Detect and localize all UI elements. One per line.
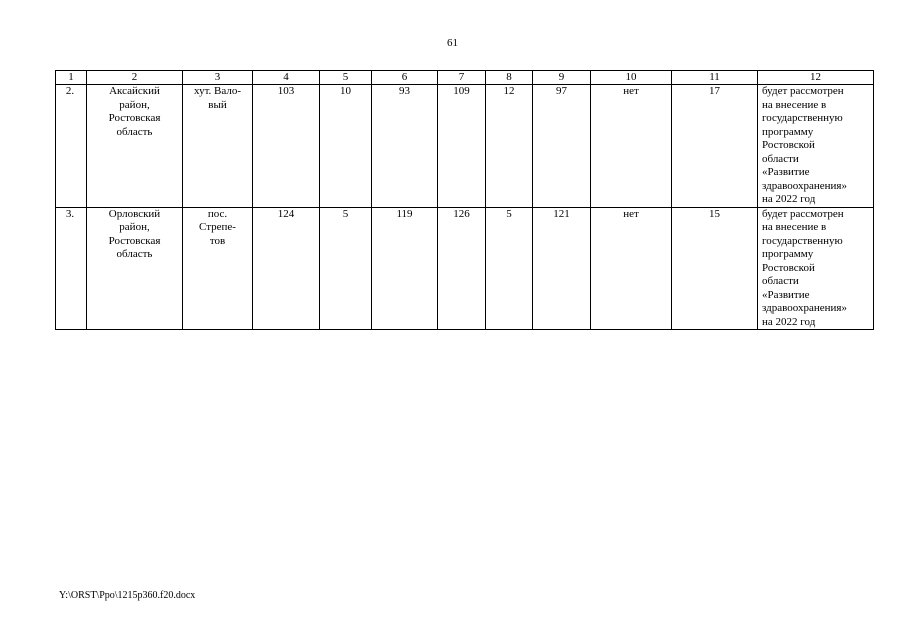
column-header: 11 <box>672 71 758 85</box>
settlement-cell <box>183 85 253 208</box>
column-header: 10 <box>591 71 672 85</box>
settlement-line: пос. <box>207 207 228 220</box>
note-line: будет рассмотрен <box>762 85 844 97</box>
district-line: область <box>116 248 153 260</box>
table-row <box>56 207 874 330</box>
district-line: область <box>116 125 153 138</box>
row-index-cell: 3. <box>56 207 87 330</box>
row-index-cell: 2. <box>56 85 87 208</box>
value-cell-5: 10 <box>320 85 372 208</box>
column-header: 5 <box>320 71 372 85</box>
note-line: «Развитие <box>762 288 810 301</box>
note-line: области <box>762 152 799 165</box>
column-header: 8 <box>486 71 533 85</box>
value-cell-8: 5 <box>486 207 533 330</box>
note-line: государственную <box>762 234 843 247</box>
district-line: район, <box>119 98 150 111</box>
page-number: 61 <box>447 37 458 49</box>
column-header: 1 <box>56 71 87 85</box>
value-cell-9: 97 <box>533 85 591 208</box>
note-line: на внесение в <box>762 221 827 233</box>
header-row <box>56 71 874 85</box>
district-line: район, <box>119 221 150 233</box>
note-line: программу <box>762 125 814 138</box>
note-line: программу <box>762 248 814 260</box>
settlement-line: Стрепе- <box>199 221 236 233</box>
column-header: 7 <box>438 71 486 85</box>
note-line: «Развитие <box>762 166 810 178</box>
note-cell <box>758 85 874 208</box>
value-cell-6: 93 <box>372 85 438 208</box>
value-cell-11: 17 <box>672 85 758 208</box>
value-cell-7: 126 <box>438 207 486 330</box>
district-cell <box>87 207 183 330</box>
value-cell-6: 119 <box>372 207 438 330</box>
value-cell-11: 15 <box>672 207 758 330</box>
note-line: области <box>762 275 799 287</box>
district-line: Ростовская <box>108 112 161 124</box>
note-line: Ростовской <box>762 261 815 274</box>
table-row <box>56 85 874 208</box>
note-line: здравоохранения» <box>762 179 847 192</box>
note-line: на 2022 год <box>762 193 816 205</box>
column-header: 2 <box>87 71 183 85</box>
note-line: на внесение в <box>762 98 827 111</box>
district-cell <box>87 85 183 208</box>
column-header: 3 <box>183 71 253 85</box>
column-header: 12 <box>758 71 874 85</box>
note-cell <box>758 207 874 330</box>
note-line: Ростовской <box>762 139 815 151</box>
data-table <box>55 70 874 330</box>
note-line: будет рассмотрен <box>762 207 844 220</box>
settlement-line: тов <box>209 234 226 247</box>
column-header: 4 <box>253 71 320 85</box>
value-cell-4: 103 <box>253 85 320 208</box>
value-cell-8: 12 <box>486 85 533 208</box>
value-cell-5: 5 <box>320 207 372 330</box>
value-cell-9: 121 <box>533 207 591 330</box>
footer-file-path: Y:\ORST\Ppo\1215p360.f20.docx <box>59 590 196 601</box>
column-header: 6 <box>372 71 438 85</box>
note-line: на 2022 год <box>762 315 816 328</box>
value-cell-7: 109 <box>438 85 486 208</box>
district-line: Ростовская <box>108 234 161 247</box>
note-line: здравоохранения» <box>762 302 847 314</box>
district-line: Орловский <box>108 207 161 220</box>
value-cell-10: нет <box>591 85 672 208</box>
value-cell-4: 124 <box>253 207 320 330</box>
note-line: государственную <box>762 112 843 124</box>
settlement-line: вый <box>208 98 227 111</box>
value-cell-10: нет <box>591 207 672 330</box>
column-header: 9 <box>533 71 591 85</box>
settlement-line: хут. Вало- <box>193 85 242 97</box>
district-line: Аксайский <box>109 85 160 97</box>
settlement-cell <box>183 207 253 330</box>
